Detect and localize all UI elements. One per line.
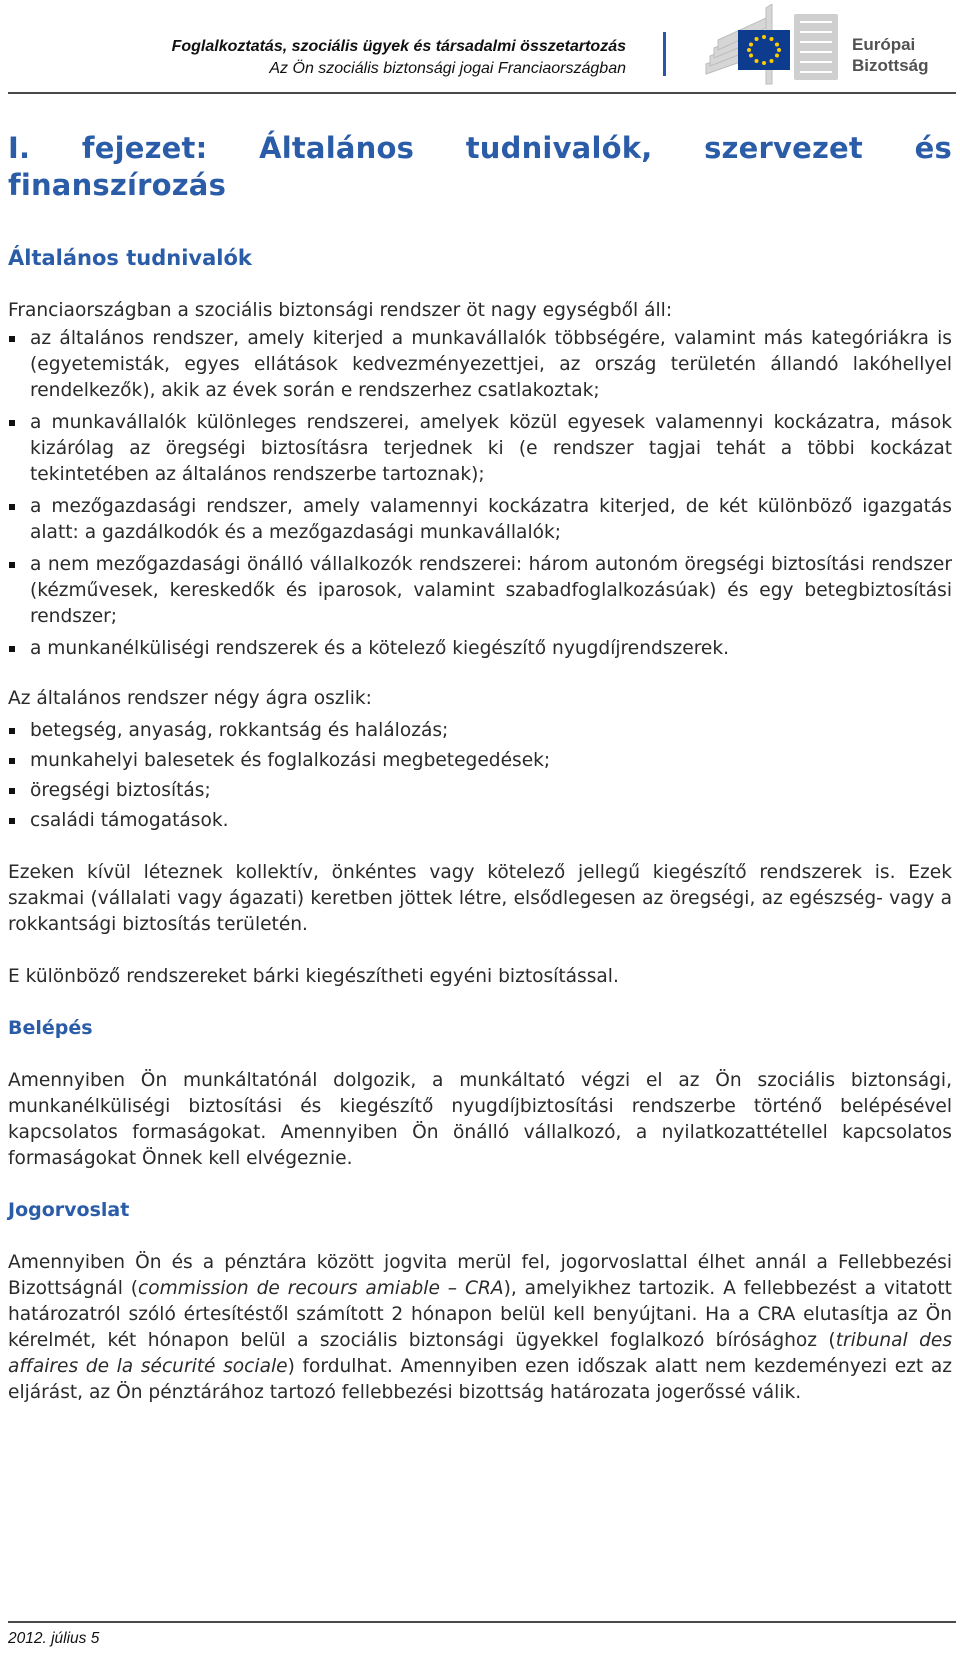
branches-intro: Az általános rendszer négy ágra oszlik: (8, 688, 372, 709)
page-footer: 2012. július 5 (8, 1630, 100, 1647)
individual-insurance-text: E különböző rendszereket bárki kiegészítheti egyéni biztosítással. (8, 966, 619, 987)
footer-rule (8, 1621, 956, 1623)
list-item: betegség, anyaság, rokkantság és halálozás; (8, 718, 952, 744)
list-item: munkahelyi balesetek és foglalkozási megbetegedések; (8, 748, 952, 774)
header-rule (8, 92, 956, 94)
system-list (8, 326, 952, 662)
supplementary-schemes-text: Ezeken kívül léteznek kollektív, önkéntes vagy kötelező jellegű kiegészítő rendszerek is. Ezek szakmai (vállalati vagy ágazati) keretben jöttek létre, elsődlegesen az öregségi, az egészség- vagy a rokkantsági biztosítás területén. (8, 862, 952, 935)
appeal-text: Amennyiben Ön és a pénztára között jogvita merül fel, jogorvoslattal élhet annál a Fellebbezési Bizottságnál (commission de recours amiable – CRA), amelyikhez tartozik. A fellebbezést a vitatott határozatról szóló értesítéstől számított 2 hónapon belül kell benyújtani. Ha a CRA elutasítja az Ön kérelmét, két hónapon belül a szociális biztonsági ügyekkel foglalkozó bírósághoz (tribunal des affaires de la sécurité sociale) fordulhat. Amennyiben ezen időszak alatt nem kezdeményezi ezt az eljárást, az Ön pénztárához tartozó fellebbezési bizottság határozata jogerőssé válik. (8, 1252, 953, 1403)
list-item: a nem mezőgazdasági önálló vállalkozók rendszerei: három autonóm öregségi biztosítási rendszer (kézművesek, kereskedők és iparosok, valamint szabadfoglalkozásúak) és egy betegbiztosítási rendszer; (8, 552, 952, 630)
general-intro: Franciaországban a szociális biztonsági rendszer öt nagy egységből áll: (8, 300, 673, 321)
list-item: öregségi biztosítás; (8, 778, 952, 804)
list-item: az általános rendszer, amely kiterjed a munkavállalók többségére, valamint más kategóriákra is (egyetemisták, egyes ellátások kedvezményezettjei, az ország területén állandó lakóhellyel rendelkezők), akik az évek során e rendszerhez csatlakoztak; (8, 326, 952, 404)
header-divider (663, 32, 666, 76)
page-content (8, 130, 952, 1406)
list-item: a munkanélküliségi rendszerek és a kötelező kiegészítő nyugdíjrendszerek. (8, 636, 952, 662)
list-item: a munkavállalók különleges rendszerei, amelyek közül egyesek valamennyi kockázatra, mások kizárólag az öregségi biztosításra terjednek ki (e rendszer tagjai tehát a többi kockázat tekintetében az általános rendszerbe tartoznak); (8, 410, 952, 488)
header-title: Foglalkoztatás, szociális ügyek és társadalmi összetartozás (171, 38, 626, 55)
section-heading-entry: Belépés (8, 1017, 93, 1039)
list-item: családi támogatások. (8, 808, 952, 834)
section-heading-general: Általános tudnivalók (8, 246, 252, 270)
page-header (0, 0, 960, 92)
header-text (172, 36, 626, 80)
list-item: a mezőgazdasági rendszer, amely valamennyi kockázatra kiterjed, de két különböző igazgatás alatt: a gazdálkodók és a mezőgazdasági munkavállalók; (8, 494, 952, 546)
branches-list (8, 718, 952, 834)
entry-text: Amennyiben Ön munkáltatónál dolgozik, a munkáltató végzi el az Ön szociális biztonsági, munkanélküliségi biztosítási és kiegészítő nyugdíjbiztosítási rendszerbe történő belépésével kapcsolatos formaságokat. Amennyiben Ön önálló vállalkozó, a nyilatkozattétellel kapcsolatos formaságokat Önnek kell elvégeznie. (8, 1070, 952, 1169)
logo-wordmark: Európai Bizottság (852, 35, 929, 75)
section-heading-appeal: Jogorvoslat (8, 1199, 130, 1221)
header-subtitle: Az Ön szociális biztonsági jogai Franciaországban (269, 60, 626, 77)
chapter-title: I. fejezet: Általános tudnivalók, szervezet és finanszírozás (8, 131, 952, 202)
cra-term: commission de recours amiable – CRA (138, 1278, 504, 1299)
tribunal-term: tribunal des affaires de la sécurité sociale (8, 1330, 953, 1377)
